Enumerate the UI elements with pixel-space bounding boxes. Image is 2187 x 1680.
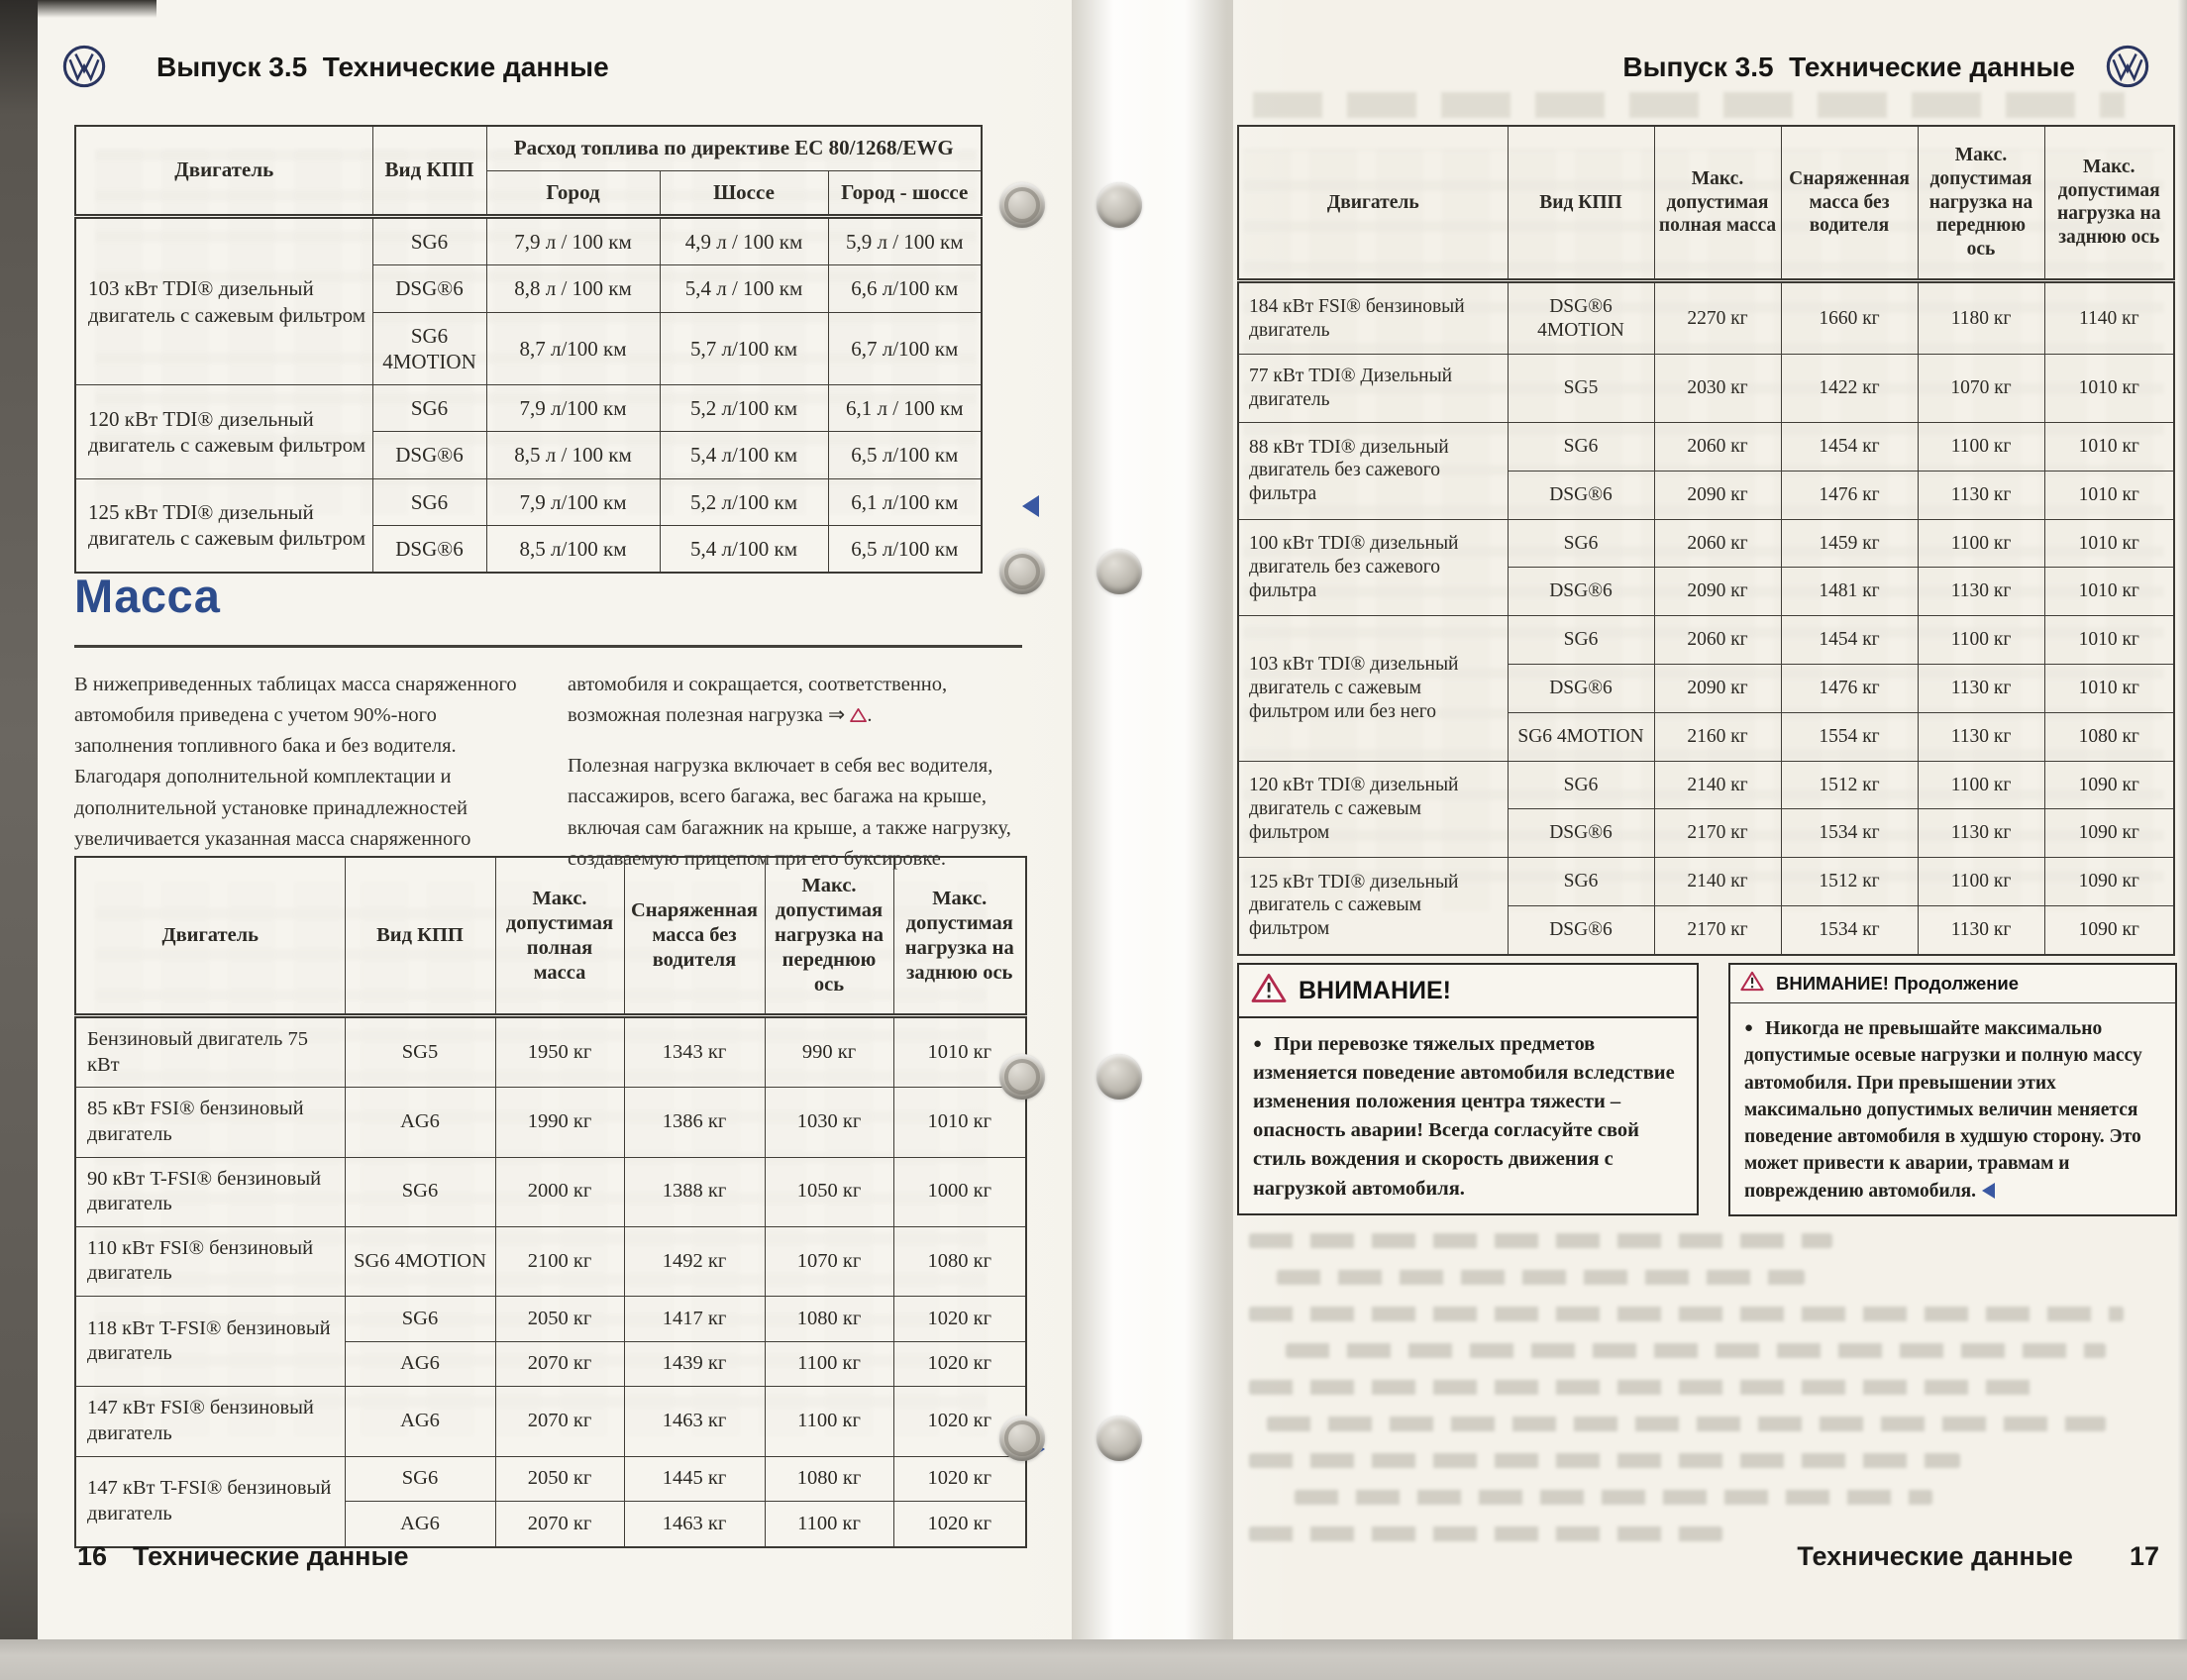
gearbox-cell: DSG®6 (372, 265, 486, 312)
warning-text: Никогда не превышайте максимально допустимые осевые нагрузки и полную массу автомобиля. При превышении этих максимально допустимых величин меняется поведение автомобиля в худшую сторону. Это может привести к аварии, травмам и повреждению автомобиля. (1744, 1018, 2142, 1202)
col-header-gearbox: Вид КПП (1508, 126, 1654, 280)
front-axle-load-cell: 1100 кг (765, 1341, 893, 1387)
front-axle-load-cell: 1100 кг (1918, 423, 2044, 472)
max-total-mass-cell: 2270 кг (1654, 280, 1781, 355)
curb-mass-cell: 1417 кг (624, 1297, 765, 1342)
max-total-mass-cell: 2090 кг (1654, 664, 1781, 712)
rear-axle-load-cell: 1010 кг (2044, 519, 2174, 568)
curb-mass-cell: 1445 кг (624, 1456, 765, 1502)
front-axle-load-cell: 990 кг (765, 1016, 893, 1088)
section-rule (74, 645, 1022, 648)
curb-mass-cell: 1439 кг (624, 1341, 765, 1387)
bullet-marker: ● (1744, 1020, 1754, 1036)
curb-mass-cell: 1512 кг (1781, 761, 1918, 809)
gearbox-cell: AG6 (345, 1502, 495, 1547)
footer-label: Технические данные (1797, 1541, 2073, 1571)
table-row (75, 385, 982, 432)
gearbox-cell: SG6 4MOTION (1508, 712, 1654, 761)
front-axle-load-cell: 1050 кг (765, 1157, 893, 1226)
gearbox-cell: DSG®6 (1508, 568, 1654, 616)
city-consumption-cell: 8,7 л/100 км (486, 312, 660, 385)
front-axle-load-cell: 1070 кг (765, 1226, 893, 1296)
curb-mass-cell: 1459 кг (1781, 519, 1918, 568)
vw-logo-icon (61, 44, 107, 89)
max-total-mass-cell: 2070 кг (495, 1387, 624, 1456)
mass-intro-paragraph-left (74, 670, 530, 873)
curb-mass-cell: 1554 кг (1781, 712, 1918, 761)
highway-consumption-cell: 5,4 л/100 км (660, 432, 828, 478)
gearbox-cell: SG6 (1508, 616, 1654, 665)
page-number: 17 (2129, 1541, 2159, 1571)
table-row (75, 1297, 1026, 1342)
max-total-mass-cell: 2060 кг (1654, 423, 1781, 472)
gearbox-cell: SG6 (345, 1297, 495, 1342)
rear-axle-load-cell: 1080 кг (2044, 712, 2174, 761)
curb-mass-cell: 1463 кг (624, 1502, 765, 1547)
gearbox-cell: SG5 (345, 1016, 495, 1088)
table-row (1238, 858, 2174, 906)
max-total-mass-cell: 2090 кг (1654, 471, 1781, 519)
col-header-max-total-mass: Макс. допустимая полная масса (495, 857, 624, 1016)
curb-mass-cell: 1476 кг (1781, 664, 1918, 712)
city-consumption-cell: 8,5 л / 100 км (486, 432, 660, 478)
gearbox-cell: SG5 (1508, 355, 1654, 423)
front-axle-load-cell: 1130 кг (1918, 471, 2044, 519)
fuel-consumption-table (74, 125, 983, 574)
col-header-rear-axle-load: Макс. допустимая нагрузка на заднюю ось (2044, 126, 2174, 280)
max-total-mass-cell: 2140 кг (1654, 858, 1781, 906)
gearbox-cell: SG6 (372, 385, 486, 432)
engine-cell: Бензиновый двигатель 75 кВт (75, 1016, 345, 1088)
engine-cell: 90 кВт T-FSI® бензиновый двигатель (75, 1157, 345, 1226)
col-header-rear-axle-load: Макс. допустимая нагрузка на заднюю ось (893, 857, 1026, 1016)
curb-mass-cell: 1388 кг (624, 1157, 765, 1226)
binder-hole (999, 549, 1045, 594)
max-total-mass-cell: 2160 кг (1654, 712, 1781, 761)
mixed-consumption-cell: 6,7 л/100 км (828, 312, 982, 385)
engine-cell: 88 кВт TDI® дизельный двигатель без сажевого фильтра (1238, 423, 1508, 520)
gearbox-cell: DSG®6 4MOTION (1508, 280, 1654, 355)
warning-triangle-icon (1740, 971, 1764, 997)
bleed-through-artifact (1249, 1233, 2160, 1563)
curb-mass-cell: 1660 кг (1781, 280, 1918, 355)
col-header-mixed: Город - шоссе (828, 170, 982, 217)
warning-title: ВНИМАНИЕ! Продолжение (1776, 973, 2020, 994)
engine-cell: 120 кВт TDI® дизельный двигатель с сажевым фильтром (1238, 761, 1508, 858)
engine-cell: 118 кВт T-FSI® бензиновый двигатель (75, 1297, 345, 1387)
max-total-mass-cell: 2060 кг (1654, 616, 1781, 665)
highway-consumption-cell: 5,4 л/100 км (660, 525, 828, 573)
rear-axle-load-cell: 1010 кг (893, 1016, 1026, 1088)
front-axle-load-cell: 1130 кг (1918, 905, 2044, 954)
rear-axle-load-cell: 1010 кг (893, 1088, 1026, 1157)
rear-axle-load-cell: 1080 кг (893, 1226, 1026, 1296)
table-row (1238, 423, 2174, 472)
curb-mass-cell: 1422 кг (1781, 355, 1918, 423)
front-axle-load-cell: 1100 кг (765, 1502, 893, 1547)
rear-axle-load-cell: 1010 кг (2044, 423, 2174, 472)
max-total-mass-cell: 2050 кг (495, 1456, 624, 1502)
footer-label: Технические данные (133, 1541, 409, 1571)
front-axle-load-cell: 1100 кг (765, 1387, 893, 1456)
max-total-mass-cell: 1990 кг (495, 1088, 624, 1157)
engine-cell: 184 кВт FSI® бензиновый двигатель (1238, 280, 1508, 355)
warning-header (1239, 965, 1697, 1018)
table-row (75, 1016, 1026, 1088)
page-left (36, 0, 1090, 1639)
warning-header (1730, 965, 2175, 1003)
col-header-city: Город (486, 170, 660, 217)
max-total-mass-cell: 2140 кг (1654, 761, 1781, 809)
curb-mass-cell: 1463 кг (624, 1387, 765, 1456)
table-row (75, 217, 982, 265)
gearbox-cell: SG6 (1508, 858, 1654, 906)
warning-note-icon (850, 702, 867, 733)
front-axle-load-cell: 1100 кг (1918, 761, 2044, 809)
binder-hole (1096, 182, 1142, 228)
city-consumption-cell: 8,5 л/100 км (486, 525, 660, 573)
front-axle-load-cell: 1130 кг (1918, 712, 2044, 761)
rear-axle-load-cell: 1090 кг (2044, 809, 2174, 858)
bullet-marker: ● (1253, 1036, 1263, 1052)
scan-edge-top (38, 0, 156, 18)
city-consumption-cell: 7,9 л/100 км (486, 478, 660, 525)
gearbox-cell: AG6 (345, 1341, 495, 1387)
engine-cell: 125 кВт TDI® дизельный двигатель с сажевым фильтром (75, 478, 372, 573)
front-axle-load-cell: 1030 кг (765, 1088, 893, 1157)
gearbox-cell: DSG®6 (1508, 664, 1654, 712)
gearbox-cell: DSG®6 (1508, 471, 1654, 519)
city-consumption-cell: 7,9 л/100 км (486, 385, 660, 432)
engine-cell: 125 кВт TDI® дизельный двигатель с сажевым фильтром (1238, 858, 1508, 955)
rear-axle-load-cell: 1010 кг (2044, 664, 2174, 712)
max-total-mass-cell: 2060 кг (1654, 519, 1781, 568)
col-header-curb-mass: Снаряженная масса без водителя (1781, 126, 1918, 280)
front-axle-load-cell: 1130 кг (1918, 568, 2044, 616)
engine-cell: 147 кВт FSI® бензиновый двигатель (75, 1387, 345, 1456)
curb-mass-cell: 1454 кг (1781, 423, 1918, 472)
binder-hole (1096, 549, 1142, 594)
table-header-row (75, 857, 1026, 1016)
max-total-mass-cell: 2070 кг (495, 1502, 624, 1547)
engine-cell: 77 кВт TDI® Дизельный двигатель (1238, 355, 1508, 423)
warning-body (1239, 1018, 1697, 1213)
table-row (75, 1226, 1026, 1296)
col-header-engine: Двигатель (1238, 126, 1508, 280)
col-header-engine: Двигатель (75, 857, 345, 1016)
page-right (1233, 0, 2177, 1639)
gearbox-cell: SG6 4MOTION (345, 1226, 495, 1296)
rear-axle-load-cell: 1010 кг (2044, 616, 2174, 665)
rear-axle-load-cell: 1010 кг (2044, 471, 2174, 519)
engine-cell: 85 кВт FSI® бензиновый двигатель (75, 1088, 345, 1157)
warning-text: При перевозке тяжелых предметов изменяется поведение автомобиля вследствие изменения положения центра тяжести – опасность аварии! Всегда согласуйте свой стиль вождения и скорость движения с нагрузкой автомобиля. (1253, 1033, 1675, 1200)
rear-axle-load-cell: 1020 кг (893, 1502, 1026, 1547)
warning-title: ВНИМАНИЕ! (1299, 976, 1451, 1004)
front-axle-load-cell: 1100 кг (1918, 519, 2044, 568)
curb-mass-cell: 1343 кг (624, 1016, 765, 1088)
table-header-row (1238, 126, 2174, 280)
warning-box (1237, 963, 1699, 1215)
scan-edge-right (2177, 0, 2187, 1639)
gearbox-cell: SG6 (372, 217, 486, 265)
bleed-through-artifact (1253, 92, 2125, 118)
scan-edge-left (0, 0, 38, 1639)
rear-axle-load-cell: 1010 кг (2044, 568, 2174, 616)
footer-right (1233, 1541, 2159, 1572)
max-total-mass-cell: 2030 кг (1654, 355, 1781, 423)
gearbox-cell: SG6 (372, 478, 486, 525)
rear-axle-load-cell: 1010 кг (2044, 355, 2174, 423)
gearbox-cell: AG6 (345, 1387, 495, 1456)
gearbox-cell: SG6 (345, 1157, 495, 1226)
engine-cell: 120 кВт TDI® дизельный двигатель с сажевым фильтром (75, 385, 372, 479)
mixed-consumption-cell: 6,1 л/100 км (828, 478, 982, 525)
gearbox-cell: AG6 (345, 1088, 495, 1157)
binder-hole (999, 1054, 1045, 1100)
paragraph-text: . (867, 704, 873, 727)
front-axle-load-cell: 1180 кг (1918, 280, 2044, 355)
front-axle-load-cell: 1130 кг (1918, 809, 2044, 858)
max-total-mass-cell: 2000 кг (495, 1157, 624, 1226)
table-row (75, 478, 982, 525)
col-header-highway: Шоссе (660, 170, 828, 217)
continuation-arrow-left-icon (1022, 495, 1039, 517)
paragraph-text: В нижеприведенных таблицах масса снаряженного автомобиля приведена с учетом 90%-ного заполнения топливного бака и без водителя. Благодаря дополнительной комплектации и дополнительной установке принадлежностей увеличивается указанная масса снаряженного (74, 674, 517, 850)
max-total-mass-cell: 2170 кг (1654, 905, 1781, 954)
binder-spine (1072, 0, 1233, 1639)
engine-cell: 103 кВт TDI® дизельный двигатель с сажевым фильтром или без него (1238, 616, 1508, 761)
paragraph-text: Полезная нагрузка включает в себя вес водителя, пассажиров, всего багажа, вес багажа на крыше, включая сам багажник на крыше, а также нагрузку, создаваемую прицепом при его буксировке. (568, 755, 1011, 870)
front-axle-load-cell: 1100 кг (1918, 858, 2044, 906)
col-header-gearbox: Вид КПП (372, 126, 486, 217)
vw-logo-icon (2105, 44, 2150, 89)
front-axle-load-cell: 1100 кг (1918, 616, 2044, 665)
table-header-row (75, 126, 982, 170)
mixed-consumption-cell: 6,6 л/100 км (828, 265, 982, 312)
warning-triangle-icon (1251, 973, 1287, 1008)
curb-mass-cell: 1534 кг (1781, 905, 1918, 954)
curb-mass-cell: 1386 кг (624, 1088, 765, 1157)
paragraph-text: автомобиля и сокращается, соответственно, возможная полезная нагрузка ⇒ (568, 674, 948, 727)
warning-body (1730, 1003, 2175, 1214)
rear-axle-load-cell: 1020 кг (893, 1297, 1026, 1342)
max-total-mass-cell: 2100 кг (495, 1226, 624, 1296)
max-total-mass-cell: 2090 кг (1654, 568, 1781, 616)
rear-axle-load-cell: 1140 кг (2044, 280, 2174, 355)
page-title: Выпуск 3.5 Технические данные (1622, 52, 2075, 82)
table-row (1238, 761, 2174, 809)
gearbox-cell: DSG®6 (372, 525, 486, 573)
engine-cell: 110 кВт FSI® бензиновый двигатель (75, 1226, 345, 1296)
front-axle-load-cell: 1130 кг (1918, 664, 2044, 712)
rear-axle-load-cell: 1020 кг (893, 1387, 1026, 1456)
gearbox-cell: DSG®6 (372, 432, 486, 478)
section-heading-mass: Масса (74, 570, 221, 622)
col-header-front-axle-load: Макс. допустимая нагрузка на переднюю ось (1918, 126, 2044, 280)
gearbox-cell: DSG®6 (1508, 905, 1654, 954)
col-header-front-axle-load: Макс. допустимая нагрузка на переднюю ось (765, 857, 893, 1016)
gearbox-cell: SG6 (1508, 761, 1654, 809)
page-title: Выпуск 3.5 Технические данные (156, 52, 609, 82)
curb-mass-cell: 1512 кг (1781, 858, 1918, 906)
mixed-consumption-cell: 6,1 л / 100 км (828, 385, 982, 432)
highway-consumption-cell: 5,2 л/100 км (660, 478, 828, 525)
max-total-mass-cell: 2070 кг (495, 1341, 624, 1387)
rear-axle-load-cell: 1000 кг (893, 1157, 1026, 1226)
curb-mass-cell: 1481 кг (1781, 568, 1918, 616)
scan-edge-bottom (0, 1639, 2187, 1680)
curb-mass-cell: 1492 кг (624, 1226, 765, 1296)
highway-consumption-cell: 5,4 л / 100 км (660, 265, 828, 312)
curb-mass-cell: 1534 кг (1781, 809, 1918, 858)
gearbox-cell: SG6 4MOTION (372, 312, 486, 385)
engine-cell: 103 кВт TDI® дизельный двигатель с сажевым фильтром (75, 217, 372, 385)
max-total-mass-cell: 1950 кг (495, 1016, 624, 1088)
max-total-mass-cell: 2050 кг (495, 1297, 624, 1342)
mixed-consumption-cell: 6,5 л/100 км (828, 525, 982, 573)
gearbox-cell: SG6 (345, 1456, 495, 1502)
warning-box-continuation (1728, 963, 2177, 1216)
engine-cell: 147 кВт T-FSI® бензиновый двигатель (75, 1456, 345, 1547)
rear-axle-load-cell: 1090 кг (2044, 858, 2174, 906)
table-row (75, 1456, 1026, 1502)
continuation-arrow-left-icon (1982, 1183, 1995, 1199)
highway-consumption-cell: 4,9 л / 100 км (660, 217, 828, 265)
mixed-consumption-cell: 6,5 л/100 км (828, 432, 982, 478)
table-row (1238, 355, 2174, 423)
rear-axle-load-cell: 1020 кг (893, 1341, 1026, 1387)
rear-axle-load-cell: 1090 кг (2044, 761, 2174, 809)
max-total-mass-cell: 2170 кг (1654, 809, 1781, 858)
curb-mass-cell: 1476 кг (1781, 471, 1918, 519)
engine-cell: 100 кВт TDI® дизельный двигатель без сажевого фильтра (1238, 519, 1508, 616)
col-header-max-total-mass: Макс. допустимая полная масса (1654, 126, 1781, 280)
table-row (75, 1157, 1026, 1226)
rear-axle-load-cell: 1090 кг (2044, 905, 2174, 954)
front-axle-load-cell: 1070 кг (1918, 355, 2044, 423)
col-header-curb-mass: Снаряженная масса без водителя (624, 857, 765, 1016)
gearbox-cell: SG6 (1508, 423, 1654, 472)
binder-hole (999, 1416, 1045, 1461)
city-consumption-cell: 7,9 л / 100 км (486, 217, 660, 265)
table-row (1238, 616, 2174, 665)
col-header-consumption-group: Расход топлива по директиве ЕС 80/1268/EWG (486, 126, 982, 170)
col-header-engine: Двигатель (75, 126, 372, 217)
city-consumption-cell: 8,8 л / 100 км (486, 265, 660, 312)
mass-table-right (1237, 125, 2175, 956)
mass-table-left (74, 856, 1027, 1548)
table-row (1238, 519, 2174, 568)
front-axle-load-cell: 1080 кг (765, 1297, 893, 1342)
col-header-gearbox: Вид КПП (345, 857, 495, 1016)
gearbox-cell: DSG®6 (1508, 809, 1654, 858)
table-row (75, 1387, 1026, 1456)
curb-mass-cell: 1454 кг (1781, 616, 1918, 665)
binder-hole (999, 182, 1045, 228)
front-axle-load-cell: 1080 кг (765, 1456, 893, 1502)
binder-hole (1096, 1416, 1142, 1461)
binder-hole (1096, 1054, 1142, 1100)
table-row (75, 1088, 1026, 1157)
page-number: 16 (77, 1541, 108, 1571)
table-row (1238, 280, 2174, 355)
highway-consumption-cell: 5,2 л/100 км (660, 385, 828, 432)
gearbox-cell: SG6 (1508, 519, 1654, 568)
highway-consumption-cell: 5,7 л/100 км (660, 312, 828, 385)
mixed-consumption-cell: 5,9 л / 100 км (828, 217, 982, 265)
rear-axle-load-cell: 1020 кг (893, 1456, 1026, 1502)
